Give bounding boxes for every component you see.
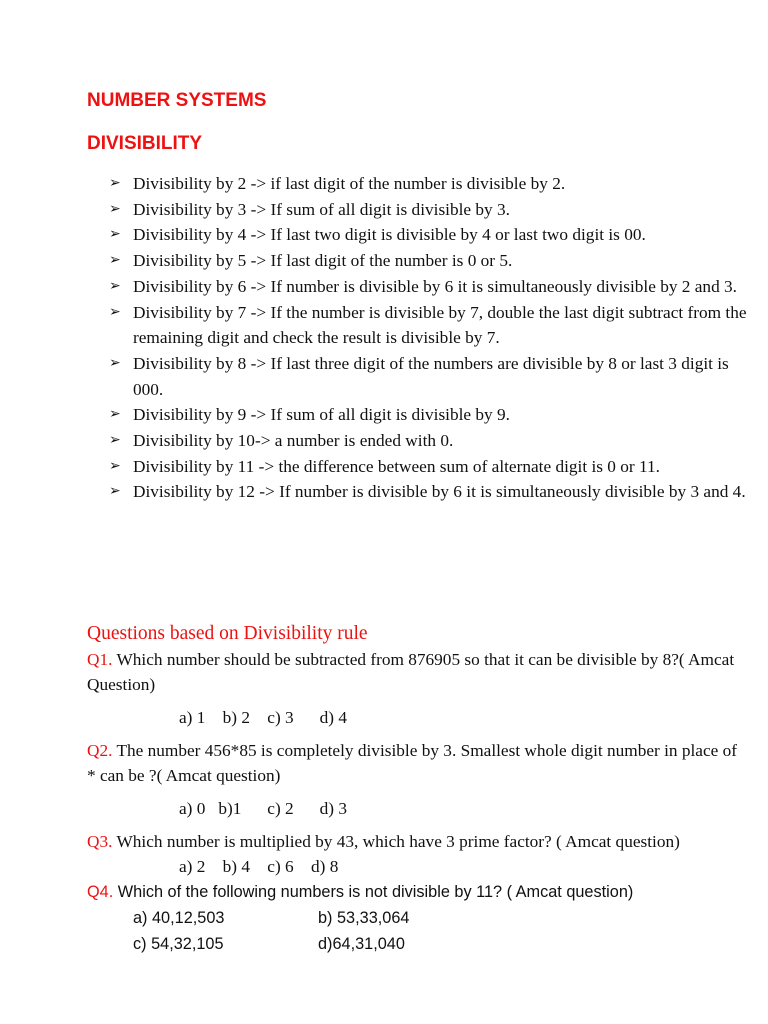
question-1 <box>87 647 747 697</box>
arrow-bullet-icon: ➢ <box>109 458 121 474</box>
list-item <box>109 274 749 300</box>
list-item <box>109 428 749 454</box>
option-d: d)64,31,040 <box>318 935 405 953</box>
list-item <box>109 248 749 274</box>
arrow-bullet-icon: ➢ <box>109 355 121 371</box>
arrow-bullet-icon: ➢ <box>109 253 121 269</box>
question-text: The number 456*85 is completely divisible by 3. Smallest whole digit number in place of * can be ?( Amcat question) <box>87 741 738 785</box>
rule-text: Divisibility by 10-> a number is ended with 0. <box>133 431 454 451</box>
answer-options-grid <box>87 905 747 957</box>
rule-text: Divisibility by 5 -> If last digit of the number is 0 or 5. <box>133 251 513 271</box>
answer-options: a) 2 b) 4 c) 6 d) 8 <box>179 857 339 876</box>
question-number: Q3. <box>87 832 113 851</box>
answer-options: a) 1 b) 2 c) 3 d) 4 <box>179 708 347 727</box>
list-item <box>109 222 749 248</box>
arrow-bullet-icon: ➢ <box>109 407 121 423</box>
rule-text: Divisibility by 8 -> If last three digit of the numbers are divisible by 8 or last 3 digit is 000. <box>133 353 729 399</box>
question-4 <box>87 879 747 905</box>
question-number: Q4. <box>87 883 114 901</box>
list-item <box>109 402 749 428</box>
list-item <box>109 171 749 197</box>
rule-text: Divisibility by 2 -> if last digit of the number is divisible by 2. <box>133 174 566 193</box>
question-text: Which of the following numbers is not divisible by 11? ( Amcat question) <box>113 883 634 901</box>
section-heading: DIVISIBILITY <box>87 133 203 154</box>
question-text: Which number is multiplied by 43, which have 3 prime factor? ( Amcat question) <box>112 832 680 851</box>
rule-text: Divisibility by 11 -> the difference between sum of alternate digit is 0 or 11. <box>133 456 660 476</box>
list-item <box>109 300 749 351</box>
option-b: b) 53,33,064 <box>318 909 410 927</box>
question-number: Q2. <box>87 741 113 760</box>
arrow-bullet-icon: ➢ <box>109 304 121 320</box>
arrow-bullet-icon: ➢ <box>109 227 121 243</box>
question-3 <box>87 829 747 854</box>
arrow-bullet-icon: ➢ <box>109 433 121 449</box>
arrow-bullet-icon: ➢ <box>109 176 121 191</box>
rule-text: Divisibility by 7 -> If the number is divisible by 7, double the last digit subtract from the remaining digit and check the result is divisible by 7. <box>133 302 747 348</box>
list-item <box>109 351 749 402</box>
rule-text: Divisibility by 4 -> If last two digit is divisible by 4 or last two digit is 00. <box>133 225 646 245</box>
rule-text: Divisibility by 9 -> If sum of all digit is divisible by 9. <box>133 405 510 425</box>
questions-heading: Questions based on Divisibility rule <box>87 623 368 644</box>
list-item <box>109 197 749 223</box>
document-title: NUMBER SYSTEMS <box>87 90 267 111</box>
option-c: c) 54,32,105 <box>133 935 224 953</box>
divisibility-rules-list <box>109 171 749 505</box>
question-text: Which number should be subtracted from 876905 so that it can be divisible by 8?( Amcat Question) <box>87 650 735 694</box>
option-a: a) 40,12,503 <box>133 909 225 927</box>
question-number: Q1. <box>87 650 113 669</box>
list-item <box>109 454 749 480</box>
rule-text: Divisibility by 3 -> If sum of all digit is divisible by 3. <box>133 199 510 219</box>
arrow-bullet-icon: ➢ <box>109 278 121 294</box>
arrow-bullet-icon: ➢ <box>109 484 121 500</box>
rule-text: Divisibility by 6 -> If number is divisible by 6 it is simultaneously divisible by 2 and 3. <box>133 276 737 296</box>
question-2 <box>87 738 747 788</box>
list-item <box>109 479 749 505</box>
rule-text: Divisibility by 12 -> If number is divisible by 6 it is simultaneously divisible by 3 and 4. <box>133 482 746 502</box>
questions-section <box>87 621 747 957</box>
answer-options: a) 0 b)1 c) 2 d) 3 <box>179 799 347 818</box>
arrow-bullet-icon: ➢ <box>109 201 121 217</box>
